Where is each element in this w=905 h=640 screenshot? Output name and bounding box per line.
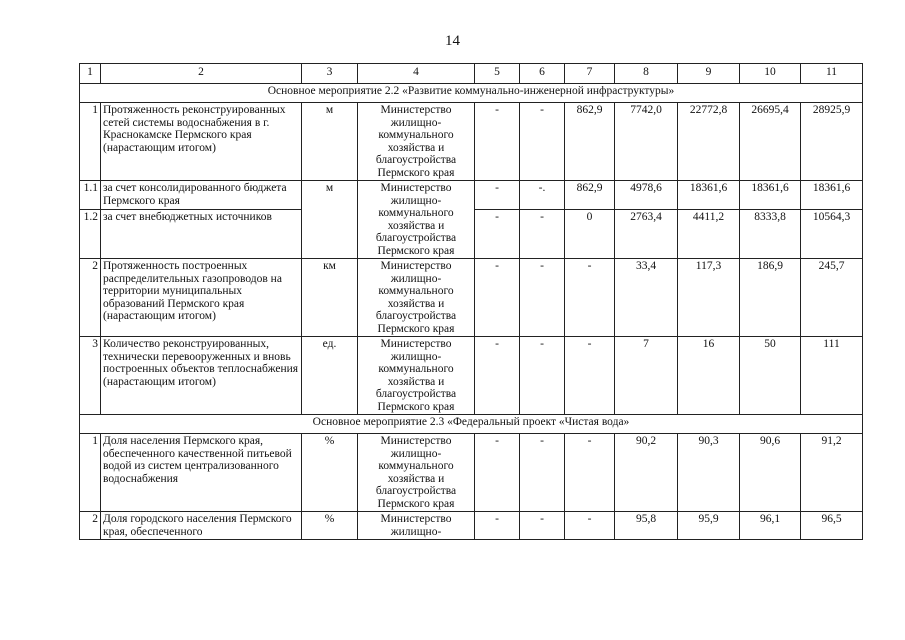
row-description: Доля населения Пермского края, обеспеченного качественной питьевой водой из систем централизованного водоснабжения bbox=[101, 434, 302, 512]
row-organization: Министерство жилищно-коммунального хозяйства и благоустройства Пермского края bbox=[358, 337, 475, 415]
col-header-11: 11 bbox=[801, 64, 863, 84]
cell-col11: 245,7 bbox=[801, 259, 863, 337]
row-number: 2 bbox=[80, 259, 101, 337]
cell-col11: 18361,6 bbox=[801, 181, 863, 210]
row-organization: Министерство жилищно-коммунального хозяйства и благоустройства Пермского края bbox=[358, 181, 475, 259]
row-unit: ед. bbox=[302, 337, 358, 415]
row-unit: м bbox=[302, 181, 358, 259]
cell-col9: 4411,2 bbox=[678, 209, 740, 258]
cell-col10: 18361,6 bbox=[740, 181, 801, 210]
col-header-10: 10 bbox=[740, 64, 801, 84]
cell-col8: 4978,6 bbox=[615, 181, 678, 210]
cell-col8: 90,2 bbox=[615, 434, 678, 512]
cell-col11: 91,2 bbox=[801, 434, 863, 512]
cell-col11: 111 bbox=[801, 337, 863, 415]
col-header-6: 6 bbox=[520, 64, 565, 84]
cell-col8: 33,4 bbox=[615, 259, 678, 337]
row-description: Количество реконструированных, технически перевооруженных и вновь построенных объектов теплоснабжения (нарастающим итогом) bbox=[101, 337, 302, 415]
section-row bbox=[80, 415, 863, 434]
cell-col6: - bbox=[520, 103, 565, 181]
header-row bbox=[80, 64, 863, 84]
cell-col6: - bbox=[520, 434, 565, 512]
row-description: за счет внебюджетных источников bbox=[101, 209, 302, 258]
row-description: Протяженность построенных распределительных газопроводов на территории муниципальных образований Пермского края (нарастающим итогом) bbox=[101, 259, 302, 337]
row-organization: Министерство жилищно-коммунального хозяйства и благоустройства Пермского края bbox=[358, 434, 475, 512]
cell-col9: 18361,6 bbox=[678, 181, 740, 210]
cell-col10: 96,1 bbox=[740, 512, 801, 540]
row-unit: м bbox=[302, 103, 358, 181]
row-number: 2 bbox=[80, 512, 101, 540]
row-number: 3 bbox=[80, 337, 101, 415]
col-header-9: 9 bbox=[678, 64, 740, 84]
table-row bbox=[80, 337, 863, 415]
row-description: за счет консолидированного бюджета Пермского края bbox=[101, 181, 302, 210]
cell-col9: 90,3 bbox=[678, 434, 740, 512]
cell-col7: 862,9 bbox=[565, 181, 615, 210]
cell-col8: 95,8 bbox=[615, 512, 678, 540]
cell-col5: - bbox=[475, 512, 520, 540]
table-row bbox=[80, 512, 863, 540]
col-header-1: 1 bbox=[80, 64, 101, 84]
row-unit: % bbox=[302, 434, 358, 512]
cell-col7: 862,9 bbox=[565, 103, 615, 181]
cell-col10: 90,6 bbox=[740, 434, 801, 512]
cell-col9: 117,3 bbox=[678, 259, 740, 337]
cell-col7: 0 bbox=[565, 209, 615, 258]
cell-col5: - bbox=[475, 259, 520, 337]
cell-col5: - bbox=[475, 181, 520, 210]
row-description: Протяженность реконструированных сетей системы водоснабжения в г. Краснокамске Пермского края (нарастающим итогом) bbox=[101, 103, 302, 181]
col-header-8: 8 bbox=[615, 64, 678, 84]
col-header-4: 4 bbox=[358, 64, 475, 84]
row-number: 1.1 bbox=[80, 181, 101, 210]
row-number: 1 bbox=[80, 103, 101, 181]
cell-col8: 2763,4 bbox=[615, 209, 678, 258]
row-organization: Министерство жилищно-коммунального хозяйства и благоустройства Пермского края bbox=[358, 103, 475, 181]
row-organization: Министерство жилищно- bbox=[358, 512, 475, 540]
row-unit: % bbox=[302, 512, 358, 540]
indicators-table bbox=[79, 63, 863, 540]
cell-col11: 96,5 bbox=[801, 512, 863, 540]
cell-col8: 7742,0 bbox=[615, 103, 678, 181]
section-title: Основное мероприятие 2.3 «Федеральный проект «Чистая вода» bbox=[80, 415, 863, 434]
section-row bbox=[80, 84, 863, 103]
row-organization: Министерство жилищно-коммунального хозяйства и благоустройства Пермского края bbox=[358, 259, 475, 337]
cell-col6: - bbox=[520, 337, 565, 415]
row-number: 1.2 bbox=[80, 209, 101, 258]
cell-col6: - bbox=[520, 512, 565, 540]
cell-col8: 7 bbox=[615, 337, 678, 415]
cell-col5: - bbox=[475, 209, 520, 258]
table-row bbox=[80, 259, 863, 337]
cell-col6: - bbox=[520, 259, 565, 337]
cell-col10: 50 bbox=[740, 337, 801, 415]
cell-col7: - bbox=[565, 337, 615, 415]
cell-col11: 10564,3 bbox=[801, 209, 863, 258]
cell-col10: 8333,8 bbox=[740, 209, 801, 258]
cell-col6: -. bbox=[520, 181, 565, 210]
col-header-2: 2 bbox=[101, 64, 302, 84]
cell-col9: 95,9 bbox=[678, 512, 740, 540]
row-unit: км bbox=[302, 259, 358, 337]
cell-col7: - bbox=[565, 434, 615, 512]
cell-col5: - bbox=[475, 434, 520, 512]
cell-col5: - bbox=[475, 103, 520, 181]
cell-col11: 28925,9 bbox=[801, 103, 863, 181]
col-header-5: 5 bbox=[475, 64, 520, 84]
page-number: 14 bbox=[445, 33, 460, 49]
row-number: 1 bbox=[80, 434, 101, 512]
cell-col10: 26695,4 bbox=[740, 103, 801, 181]
row-description: Доля городского населения Пермского края, обеспеченного bbox=[101, 512, 302, 540]
table-row bbox=[80, 181, 863, 210]
section-title: Основное мероприятие 2.2 «Развитие коммунально-инженерной инфраструктуры» bbox=[80, 84, 863, 103]
table-row bbox=[80, 103, 863, 181]
cell-col5: - bbox=[475, 337, 520, 415]
cell-col7: - bbox=[565, 259, 615, 337]
cell-col7: - bbox=[565, 512, 615, 540]
cell-col6: - bbox=[520, 209, 565, 258]
cell-col9: 16 bbox=[678, 337, 740, 415]
col-header-3: 3 bbox=[302, 64, 358, 84]
col-header-7: 7 bbox=[565, 64, 615, 84]
table-row bbox=[80, 434, 863, 512]
cell-col9: 22772,8 bbox=[678, 103, 740, 181]
cell-col10: 186,9 bbox=[740, 259, 801, 337]
